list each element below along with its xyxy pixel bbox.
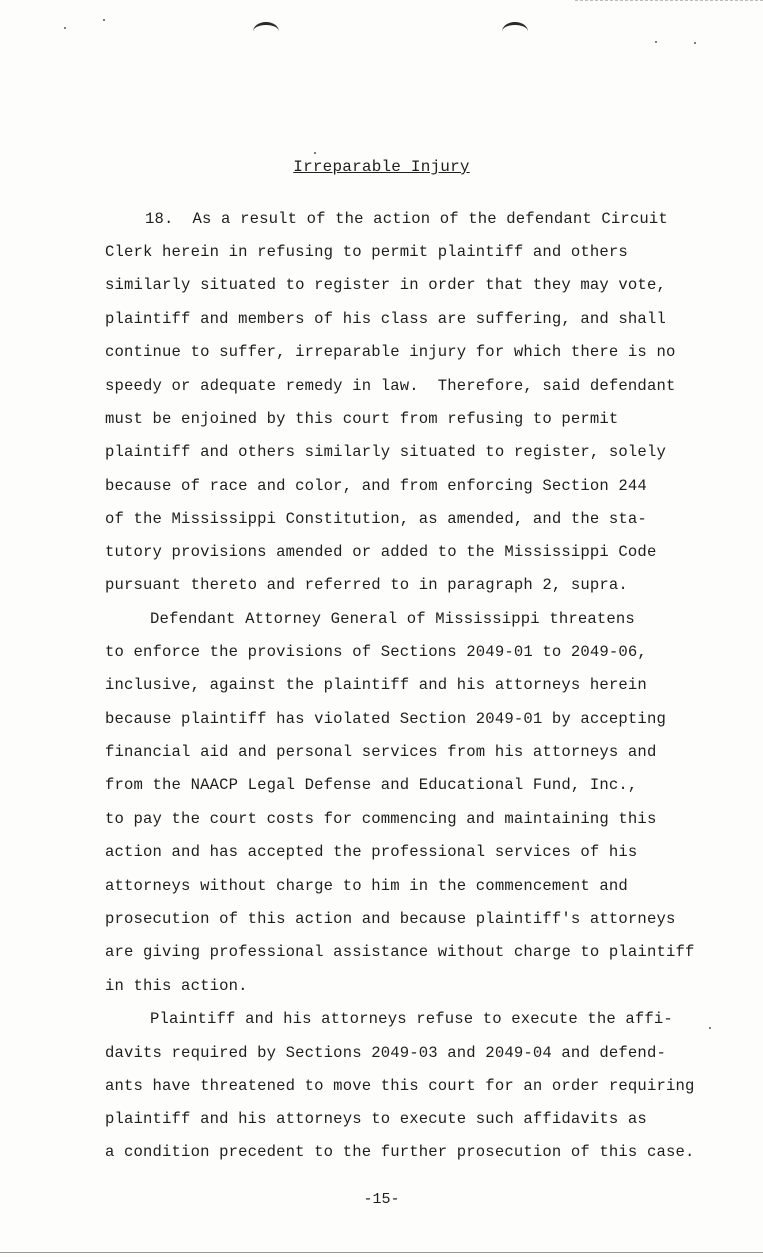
paragraph-2-line: prosecution of this action and because plaintiff's attorneys — [105, 910, 676, 928]
paragraph-1-line: 18. As a result of the action of the defendant Circuit — [145, 210, 668, 228]
paragraph-2-line: are giving professional assistance without charge to plaintiff — [105, 943, 695, 961]
paragraph-1-line: continue to suffer, irreparable injury for which there is no — [105, 343, 676, 361]
paragraph-3-line: ants have threatened to move this court for an order requiring — [105, 1077, 695, 1095]
paragraph-3-line: plaintiff and his attorneys to execute such affidavits as — [105, 1110, 647, 1128]
paragraph-2-line: action and has accepted the professional services of his — [105, 843, 638, 861]
paragraph-1-line: because of race and color, and from enforcing Section 244 — [105, 477, 647, 495]
punch-hole-right — [502, 22, 528, 41]
scan-speck — [709, 1027, 711, 1029]
paragraph-2-line: financial aid and personal services from his attorneys and — [105, 743, 657, 761]
paragraph-1-line: must be enjoined by this court from refusing to permit — [105, 410, 619, 428]
punch-hole-left — [253, 22, 279, 41]
paragraph-3-line: Plaintiff and his attorneys refuse to execute the affi- — [150, 1010, 673, 1028]
paragraph-2-line: inclusive, against the plaintiff and his attorneys herein — [105, 676, 647, 694]
paragraph-2-line: to enforce the provisions of Sections 2049-01 to 2049-06, — [105, 643, 647, 661]
paragraph-2-line: from the NAACP Legal Defense and Educational Fund, Inc., — [105, 776, 638, 794]
paragraph-2-line: attorneys without charge to him in the commencement and — [105, 877, 628, 895]
paragraph-2-line: in this action. — [105, 977, 248, 995]
scan-speck — [655, 41, 657, 43]
paragraph-1-line: speedy or adequate remedy in law. Therefore, said defendant — [105, 377, 676, 395]
page-number: -15- — [363, 1191, 400, 1208]
scan-bottom-edge — [0, 1252, 763, 1253]
paragraph-1-line: plaintiff and members of his class are suffering, and shall — [105, 310, 666, 328]
scan-edge-dashes — [575, 0, 763, 1]
paragraph-1-line: pursuant thereto and referred to in paragraph 2, supra. — [105, 576, 628, 594]
paragraph-2-line: to pay the court costs for commencing and maintaining this — [105, 810, 657, 828]
paragraph-2-line: because plaintiff has violated Section 2049-01 by accepting — [105, 710, 666, 728]
paragraph-3-line: a condition precedent to the further prosecution of this case. — [105, 1143, 695, 1161]
scan-speck — [314, 152, 316, 154]
scan-speck — [694, 42, 696, 44]
paragraph-1-line: Clerk herein in refusing to permit plaintiff and others — [105, 243, 628, 261]
paragraph-1-line: similarly situated to register in order that they may vote, — [105, 276, 666, 294]
paragraph-1-line: tutory provisions amended or added to the Mississippi Code — [105, 543, 657, 561]
paragraph-1-line: plaintiff and others similarly situated to register, solely — [105, 443, 666, 461]
section-heading: Irreparable Injury — [293, 158, 470, 176]
scan-speck — [64, 27, 66, 29]
paragraph-2-line: Defendant Attorney General of Mississippi threatens — [150, 610, 635, 628]
paragraph-3-line: davits required by Sections 2049-03 and 2049-04 and defend- — [105, 1044, 666, 1062]
scan-speck — [103, 19, 105, 21]
paragraph-1-line: of the Mississippi Constitution, as amended, and the sta- — [105, 510, 647, 528]
